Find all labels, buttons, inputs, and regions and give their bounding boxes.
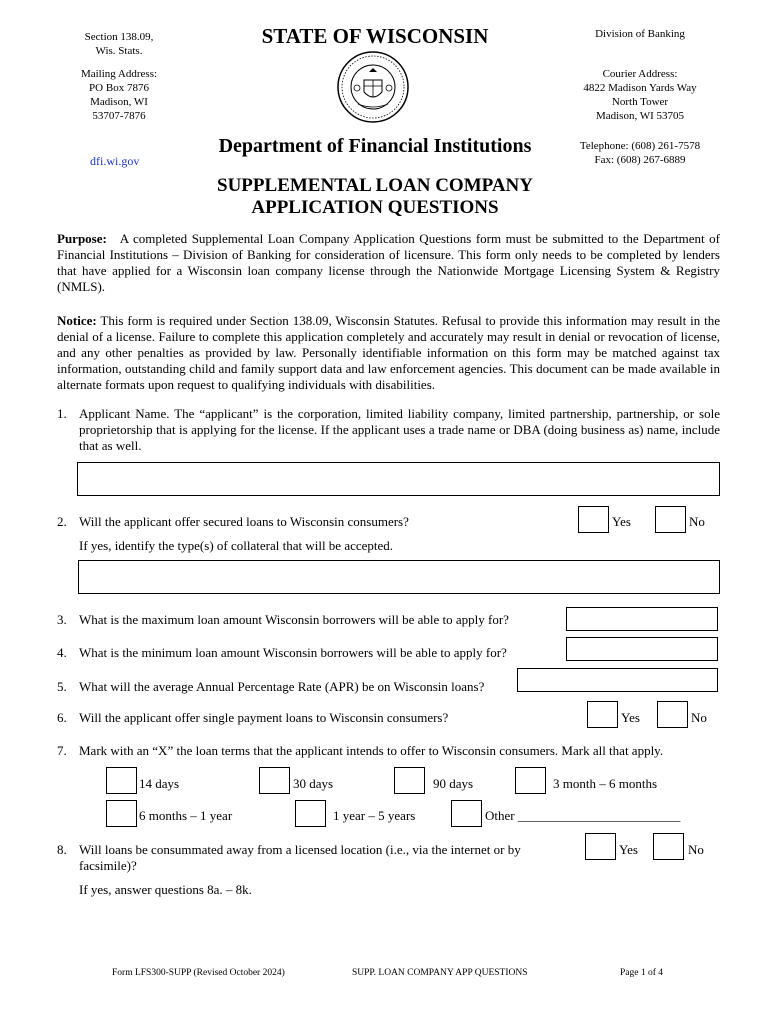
- form-title: [140, 175, 610, 219]
- applicant-name-field[interactable]: [77, 462, 720, 496]
- telephone: Telephone: (608) 261-7578: [579, 140, 701, 152]
- footer-center: SUPP. LOAN COMPANY APP QUESTIONS: [352, 968, 528, 978]
- term-1-5-years-checkbox[interactable]: [295, 800, 326, 827]
- purpose-paragraph: [57, 231, 720, 295]
- question-text: Mark with an “X” the loan terms that the applicant intends to offer to Wisconsin consumers. Mark all that apply.: [79, 743, 664, 758]
- division-name: Division of Banking: [595, 28, 685, 40]
- purpose-label: Purpose:: [57, 231, 107, 246]
- term-30-days-checkbox[interactable]: [259, 767, 290, 794]
- section-reference-line: Section 138.09,: [84, 31, 154, 43]
- fax: Fax: (608) 267-6889: [594, 154, 686, 166]
- question-text: Will loans be consummated away from a licensed location (i.e., via the internet or by: [79, 842, 521, 857]
- notice-text: This form is required under Section 138.09, Wisconsin Statutes. Refusal to provide this information may result in the denial of a license. Failure to complete this application completely and accurately may result in denial or revocation of license, and any other penalties as provided by law. Personally identifiable information on this form may be matched against tax information, outstanding child and family support data and law enforcement agencies. This document can be made available in alternate formats upon request to qualifying individuals with disabilities.: [57, 313, 721, 392]
- notice-paragraph: [57, 313, 720, 393]
- question-number: 3.: [57, 612, 67, 627]
- question-text: facsimile)?: [79, 858, 137, 873]
- mailing-address-line: 53707-7876: [92, 110, 146, 122]
- q6-no-checkbox[interactable]: [657, 701, 688, 728]
- courier-address-line: 4822 Madison Yards Way: [583, 82, 697, 94]
- form-title-line: SUPPLEMENTAL LOAN COMPANY: [217, 175, 533, 196]
- q2-no-label: No: [689, 514, 705, 529]
- question-subtext: If yes, answer questions 8a. – 8k.: [79, 882, 252, 897]
- courier-address: [572, 67, 708, 123]
- max-loan-amount-field[interactable]: [566, 607, 718, 631]
- q6-yes-checkbox[interactable]: [587, 701, 618, 728]
- term-90-days-label: 90 days: [433, 776, 474, 791]
- term-1-5-years-label: 1 year – 5 years: [333, 808, 416, 823]
- question-text: Will the applicant offer single payment loans to Wisconsin consumers?: [79, 710, 449, 725]
- notice-label: Notice:: [57, 313, 97, 328]
- average-apr-field[interactable]: [517, 668, 718, 692]
- q2-yes-checkbox[interactable]: [578, 506, 609, 533]
- term-3-6-months-checkbox[interactable]: [515, 767, 546, 794]
- term-other-checkbox[interactable]: [451, 800, 482, 827]
- department-name: Department of Financial Institutions: [218, 135, 532, 157]
- form-title-line: APPLICATION QUESTIONS: [251, 197, 499, 218]
- term-90-days-checkbox[interactable]: [394, 767, 425, 794]
- state-seal-icon: [336, 50, 410, 124]
- mailing-address-line: Madison, WI: [90, 96, 148, 108]
- term-14-days-checkbox[interactable]: [106, 767, 137, 794]
- term-6-months-1-year-checkbox[interactable]: [106, 800, 137, 827]
- question-text: What will the average Annual Percentage Rate (APR) be on Wisconsin loans?: [79, 679, 485, 694]
- question-subtext: If yes, identify the type(s) of collateral that will be accepted.: [79, 538, 394, 553]
- question-number: 7.: [57, 743, 67, 758]
- footer-form-id: Form LFS300-SUPP (Revised October 2024): [112, 968, 285, 978]
- question-text: What is the minimum loan amount Wisconsin borrowers will be able to apply for?: [79, 645, 507, 660]
- section-reference-line: Wis. Stats.: [95, 45, 143, 57]
- purpose-text: A completed Supplemental Loan Company Application Questions form must be submitted to the Department of Financial Institutions – Division of Banking for consideration of licensure. This form only needs to be completed by lenders that have applied for a Wisconsin loan company license through the Nationwide Mortgage Licensing System & Registry (NMLS).: [57, 231, 720, 294]
- question-number: 4.: [57, 645, 67, 660]
- mailing-address: [60, 67, 178, 123]
- q2-no-checkbox[interactable]: [655, 506, 686, 533]
- section-reference: [60, 30, 178, 58]
- question-text: Applicant Name. The “applicant” is the corporation, limited liability company, limited partnership, partnership, or sole proprietorship that is applying for the license. If the applicant uses a trade name or DBA (doing business as) name, include that as well.: [79, 406, 720, 453]
- courier-address-line: Madison, WI 53705: [595, 110, 685, 122]
- courier-address-line: North Tower: [611, 96, 669, 108]
- footer-page-number: Page 1 of 4: [620, 968, 664, 978]
- question-text: Will the applicant offer secured loans to Wisconsin consumers?: [79, 514, 409, 529]
- contact-numbers: [572, 139, 708, 167]
- question-number: 8.: [57, 842, 67, 857]
- question-number: 5.: [57, 679, 67, 694]
- term-3-6-months-label: 3 month – 6 months: [553, 776, 658, 791]
- collateral-types-field[interactable]: [78, 560, 720, 594]
- mailing-address-line: PO Box 7876: [89, 82, 149, 94]
- courier-address-label: Courier Address:: [602, 68, 678, 80]
- question-text: What is the maximum loan amount Wisconsin borrowers will be able to apply for?: [79, 612, 509, 627]
- min-loan-amount-field[interactable]: [566, 637, 718, 661]
- website-link[interactable]: dfi.wi.gov: [90, 154, 140, 168]
- q6-no-label: No: [691, 710, 707, 725]
- question-number: 1.: [57, 406, 67, 421]
- q8-no-label: No: [688, 842, 704, 857]
- term-6-months-1-year-label: 6 months – 1 year: [139, 808, 233, 823]
- term-30-days-label: 30 days: [293, 776, 334, 791]
- q6-yes-label: Yes: [621, 710, 640, 725]
- q8-no-checkbox[interactable]: [653, 833, 684, 860]
- q8-yes-label: Yes: [619, 842, 638, 857]
- q8-yes-checkbox[interactable]: [585, 833, 616, 860]
- state-title: STATE OF WISCONSIN: [261, 24, 489, 48]
- term-other-label: Other _________________________: [485, 808, 681, 823]
- term-14-days-label: 14 days: [139, 776, 180, 791]
- q2-yes-label: Yes: [612, 514, 631, 529]
- question-number: 6.: [57, 710, 67, 725]
- mailing-address-label: Mailing Address:: [80, 68, 158, 80]
- question-number: 2.: [57, 514, 67, 529]
